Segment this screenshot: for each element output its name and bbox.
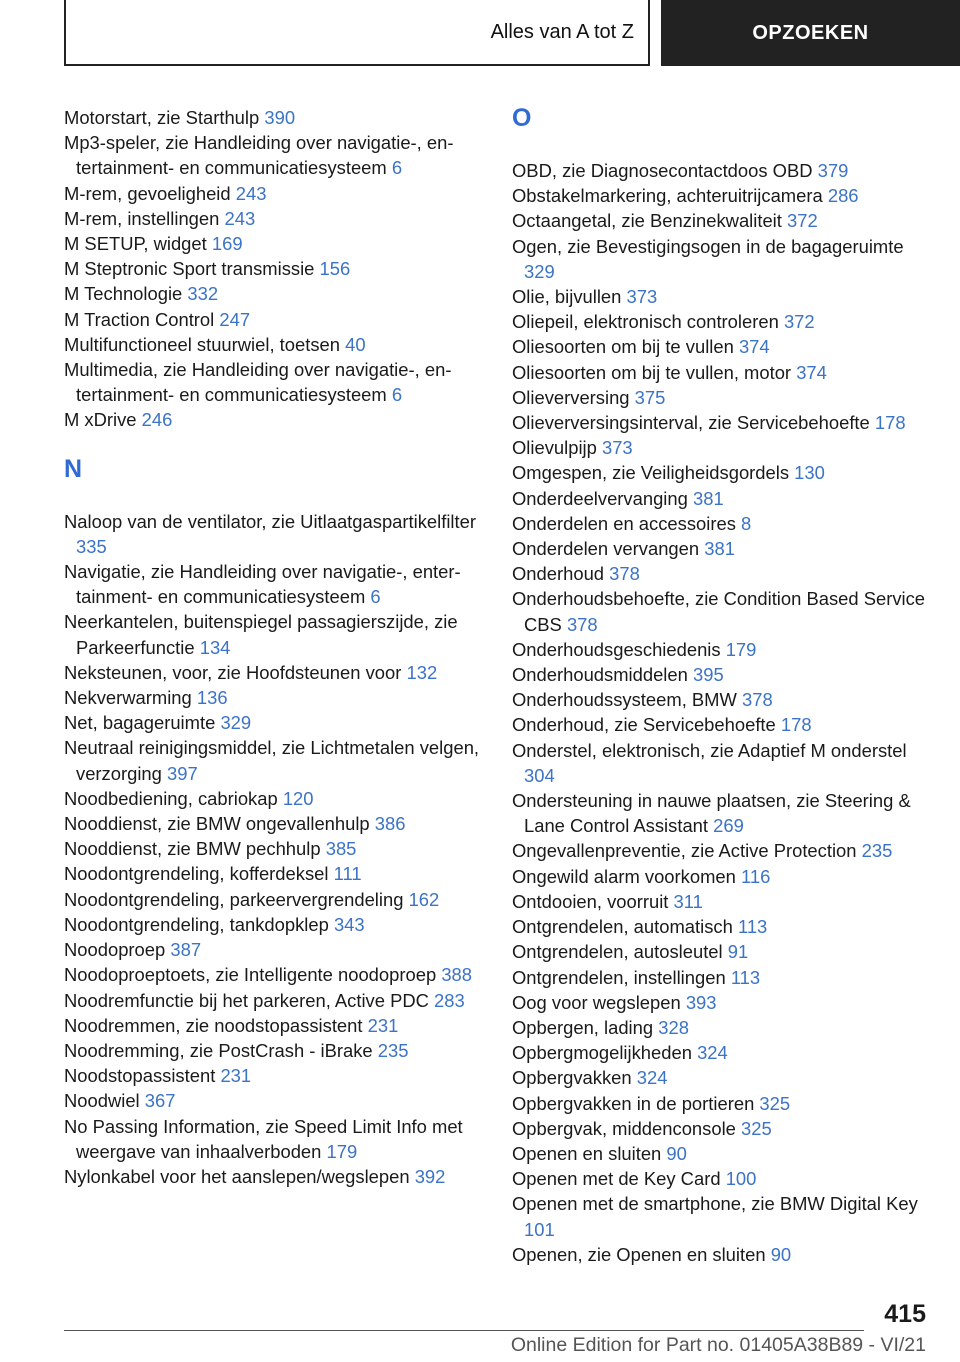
index-entry [512, 435, 932, 460]
index-column-left [64, 105, 480, 1189]
index-entry [64, 1088, 480, 1113]
index-entry [512, 889, 932, 914]
page-reference-link[interactable]: 179 [725, 638, 757, 660]
page-reference-link[interactable]: 134 [199, 636, 231, 658]
index-entry-text: Ongewild alarm voorkomen [512, 865, 736, 887]
index-entry-text: Onderdelen en accessoires [512, 512, 736, 534]
index-entry-text: Onderhoudssysteem, BMW [512, 689, 737, 711]
index-entry [512, 234, 932, 284]
index-entry [64, 962, 480, 987]
index-entry [512, 687, 932, 712]
index-entry-text: Oliesoorten om bij te vullen, motor [512, 361, 792, 383]
index-entry-text: Openen met de Key Card [512, 1168, 721, 1190]
index-entry-text: OBD, zie Diagnosecontactdoos OBD [512, 160, 813, 181]
page-reference-link[interactable]: 100 [725, 1168, 757, 1190]
index-entry-text: M Steptronic Sport transmissie [64, 258, 315, 280]
index-entry [512, 1116, 932, 1141]
index-entry-text: M xDrive [64, 409, 137, 431]
page-reference-link[interactable]: 136 [196, 687, 228, 709]
index-entry-text: No Passing Information, zie Speed Limit Info met weergave van inhaalverboden [64, 1115, 463, 1162]
index-entry [512, 586, 932, 636]
page-reference-link[interactable]: 375 [634, 386, 666, 408]
page-reference-link[interactable]: 6 [391, 384, 403, 406]
index-entry [512, 536, 932, 561]
index-entry [512, 486, 932, 511]
index-entry-text: Olieverversing [512, 386, 630, 408]
page-reference-link[interactable]: 386 [374, 813, 406, 835]
index-entry-text: Oliepeil, elektronisch controleren [512, 311, 779, 333]
index-entry [64, 307, 480, 332]
index-entry [512, 712, 932, 737]
page-number: 415 [884, 1300, 926, 1328]
index-entry-text: Ontgrendelen, automatisch [512, 916, 733, 938]
index-entry-text: Opbergen, lading [512, 1016, 654, 1038]
page-reference-link[interactable]: 397 [167, 762, 198, 784]
index-entry [512, 385, 932, 410]
section-title: Alles van A tot Z [490, 20, 634, 43]
opzoeken-button[interactable]: OPZOEKEN [661, 0, 960, 66]
page-reference-link[interactable]: 390 [264, 107, 296, 128]
index-entry-text: M SETUP, widget [64, 233, 207, 255]
index-column-right [512, 105, 932, 1267]
index-entry-text: Omgespen, zie Veiligheidsgordels [512, 462, 790, 484]
index-entry [64, 181, 480, 206]
index-entry [512, 662, 932, 687]
index-entry [64, 407, 480, 432]
page-reference-link[interactable]: 235 [377, 1039, 409, 1061]
page-reference-link[interactable]: 304 [524, 764, 555, 786]
index-entry-text: Net, bagageruimte [64, 712, 216, 734]
page-reference-link[interactable]: 379 [817, 160, 849, 181]
page-reference-link[interactable]: 178 [780, 714, 812, 736]
index-entry [512, 1091, 932, 1116]
index-entry-text: Onderhoudsbehoefte, zie Condition Based Service CBS [512, 588, 926, 635]
footer-divider [64, 1330, 864, 1331]
index-entry-text: Opbergmogelijkheden [512, 1042, 692, 1064]
index-entry-text: Onderstel, elektronisch, zie Adaptief M onderstel [512, 739, 907, 761]
index-entry-text: Neksteunen, voor, zie Hoofdsteunen voor [64, 661, 402, 683]
index-entry-text: Noodontgrendeling, tankdopklep [64, 913, 329, 935]
index-entry [512, 208, 932, 233]
page-reference-link[interactable]: 90 [666, 1142, 687, 1164]
index-entry [512, 334, 932, 359]
page-reference-link[interactable]: 381 [692, 487, 724, 509]
index-entry-text: Noodoproep [64, 939, 166, 961]
index-entry [512, 309, 932, 334]
index-entry-text: M-rem, instellingen [64, 207, 220, 229]
page-reference-link[interactable]: 169 [211, 233, 243, 255]
index-entry [64, 1164, 480, 1189]
index-entry [64, 988, 480, 1013]
page-reference-link[interactable]: 395 [692, 664, 724, 686]
index-entry [64, 685, 480, 710]
page-reference-link[interactable]: 113 [730, 966, 761, 988]
index-entry-text: Motorstart, zie Starthulp [64, 107, 260, 128]
index-entry [64, 811, 480, 836]
index-entry-text: Noodremming, zie PostCrash - iBrake [64, 1039, 373, 1061]
page-reference-link[interactable]: 8 [741, 512, 752, 534]
index-entry [64, 786, 480, 811]
index-entry [512, 838, 932, 863]
index-entry-text: Noodremmen, zie noodstopassistent [64, 1014, 363, 1036]
index-entry-text: Noodontgrendeling, parkeervergrendeling [64, 888, 404, 910]
page-reference-link[interactable]: 372 [783, 311, 815, 333]
index-entry [64, 105, 480, 130]
index-entry-text: Noodbediening, cabriokap [64, 787, 278, 809]
page-reference-link[interactable]: 283 [434, 989, 465, 1011]
index-entry-text: Olievulpijp [512, 437, 597, 459]
page-reference-link[interactable]: 329 [220, 712, 252, 734]
page-reference-link[interactable]: 324 [697, 1042, 728, 1064]
page-reference-link[interactable]: 243 [224, 207, 256, 229]
index-entry [64, 1063, 480, 1088]
index-entry [64, 357, 480, 407]
index-entry [512, 965, 932, 990]
index-entry [512, 738, 932, 788]
page-reference-link[interactable]: 178 [874, 412, 906, 434]
index-entry-text: Noodoproeptoets, zie Intelligente noodoproep [64, 964, 437, 986]
index-entry [512, 864, 932, 889]
index-entry-text: Onderhoudsmiddelen [512, 664, 688, 686]
index-entry-text: Ondersteuning in nauwe plaatsen, zie Steering & Lane Control Assistant [512, 790, 911, 837]
index-entry [512, 410, 932, 435]
index-entry-text: Navigatie, zie Handleiding over navigatie-, entertainment- en communicatiesysteem [64, 561, 461, 608]
page-reference-link[interactable]: 231 [220, 1065, 252, 1087]
page-reference-link[interactable]: 373 [626, 286, 658, 308]
index-entry-text: Ontgrendelen, autosleutel [512, 941, 723, 963]
page-reference-link[interactable]: 90 [770, 1243, 792, 1265]
section-title-tab [64, 0, 650, 66]
page-reference-link[interactable]: 324 [636, 1067, 668, 1089]
page-reference-link[interactable]: 40 [345, 333, 366, 355]
page-reference-link[interactable]: 374 [738, 336, 770, 358]
index-entry [512, 788, 932, 838]
page-reference-link[interactable]: 179 [326, 1140, 358, 1162]
index-entry [512, 284, 932, 309]
index-entry [64, 887, 480, 912]
page-reference-link[interactable]: 243 [235, 182, 267, 204]
index-entry [64, 130, 480, 180]
page-reference-link[interactable]: 378 [741, 689, 773, 711]
index-entry [512, 158, 932, 183]
index-entry [512, 1166, 932, 1191]
page-reference-link[interactable]: 101 [524, 1218, 555, 1240]
index-entry [64, 937, 480, 962]
index-entry [512, 914, 932, 939]
index-entry [64, 231, 480, 256]
index-entry-text: Onderhoud [512, 563, 605, 585]
page-reference-link[interactable]: 6 [391, 157, 403, 179]
page-reference-link[interactable]: 231 [367, 1014, 399, 1036]
page-reference-link[interactable]: 329 [524, 260, 555, 282]
page-reference-link[interactable]: 162 [408, 888, 440, 910]
index-letter-heading: N [64, 454, 83, 483]
index-entry-text: Nekverwarming [64, 687, 192, 709]
page-reference-link[interactable]: 120 [282, 787, 314, 809]
index-entry-text: Olie, bijvullen [512, 286, 622, 308]
index-entry-text: Ogen, zie Bevestigingsogen in de bagageruimte [512, 235, 904, 257]
page-reference-link[interactable]: 378 [609, 563, 640, 585]
page-reference-link[interactable]: 367 [144, 1090, 176, 1112]
page-reference-link[interactable]: 378 [566, 613, 598, 635]
index-entry-text: Neerkantelen, buitenspiegel passagierszijde, zie Parkeerfunctie [64, 611, 458, 658]
index-entry-text: Onderdeelvervanging [512, 487, 688, 509]
index-entry-text: M-rem, gevoeligheid [64, 182, 231, 204]
page-reference-link[interactable]: 332 [187, 283, 219, 305]
page-reference-link[interactable]: 325 [759, 1092, 791, 1114]
index-entry [64, 206, 480, 231]
index-entry-text: Openen, zie Openen en sluiten [512, 1243, 766, 1265]
index-entry-text: Noodremfunctie bij het parkeren, Active PDC [64, 989, 429, 1011]
index-entry [512, 1191, 932, 1241]
index-entry [64, 281, 480, 306]
index-letter-heading: O [512, 104, 532, 132]
index-entry [64, 256, 480, 281]
page-reference-link[interactable]: 132 [406, 661, 438, 683]
page-reference-link[interactable]: 392 [414, 1165, 446, 1187]
index-entry-text: M Technologie [64, 283, 183, 305]
index-entry-text: Onderdelen vervangen [512, 538, 700, 560]
page-reference-link[interactable]: 6 [370, 586, 381, 608]
page-reference-link[interactable]: 387 [170, 939, 202, 961]
page-reference-link[interactable]: 372 [787, 210, 818, 232]
index-entry-text: M Traction Control [64, 308, 215, 330]
index-entry-text: Openen en sluiten [512, 1142, 662, 1164]
page-reference-link[interactable]: 116 [740, 865, 771, 887]
index-entry [512, 460, 932, 485]
index-entry [64, 332, 480, 357]
index-entry-text: Mp3-speler, zie Handleiding over navigatie-, entertainment- en communicatiesysteem [64, 132, 454, 179]
page-reference-link[interactable]: 328 [658, 1016, 689, 1038]
index-entry [512, 360, 932, 385]
page-reference-link[interactable]: 381 [704, 538, 735, 560]
index-entry [512, 183, 932, 208]
index-entry-text: Multimedia, zie Handleiding over navigatie-, entertainment- en communicatiesysteem [64, 359, 452, 406]
index-entry [512, 1141, 932, 1166]
index-entry [64, 861, 480, 886]
index-entry-text: Ongevallenpreventie, zie Active Protection [512, 840, 857, 862]
page-reference-link[interactable]: 311 [673, 890, 703, 912]
index-entry-text: Opbergvak, middenconsole [512, 1117, 736, 1139]
page-reference-link[interactable]: 373 [601, 437, 633, 459]
page-header [0, 0, 960, 66]
index-entry [512, 637, 932, 662]
index-entry-text: Oog voor wegslepen [512, 991, 681, 1013]
index-entry [512, 1242, 932, 1267]
index-entry [512, 1015, 932, 1040]
page-reference-link[interactable]: 130 [794, 462, 825, 484]
page-reference-link[interactable]: 388 [441, 964, 472, 986]
page-reference-link[interactable]: 111 [333, 863, 362, 885]
index-entry [512, 1040, 932, 1065]
page-reference-link[interactable]: 385 [325, 838, 357, 860]
footer-edition: Online Edition for Part no. 01405A38B89 - VI/21 [510, 1334, 926, 1356]
index-entry-text: Naloop van de ventilator, zie Uitlaatgaspartikelfilter [64, 510, 476, 532]
page-reference-link[interactable]: 325 [741, 1117, 772, 1139]
index-entry [64, 1013, 480, 1038]
index-entry-text: Nooddienst, zie BMW pechhulp [64, 838, 321, 860]
page-reference-link[interactable]: 235 [861, 840, 893, 862]
page-reference-link[interactable]: 91 [727, 941, 749, 963]
index-entry-text: Olieverversingsinterval, zie Servicebehoefte [512, 412, 870, 434]
index-entry [64, 836, 480, 861]
index-entry-text: Opbergvakken in de portieren [512, 1092, 755, 1114]
index-entry-text: Nooddienst, zie BMW ongevallenhulp [64, 813, 370, 835]
index-entry-text: Ontgrendelen, instellingen [512, 966, 726, 988]
page-reference-link[interactable]: 374 [796, 361, 827, 383]
index-entry-text: Neutraal reinigingsmiddel, zie Lichtmetalen velgen, verzorging [64, 737, 480, 784]
page-reference-link[interactable]: 269 [713, 815, 744, 837]
index-entry-text: Ontdooien, voorruit [512, 890, 669, 912]
index-entry [64, 1038, 480, 1063]
index-entry-text: Noodontgrendeling, kofferdeksel [64, 863, 329, 885]
index-entry-text: Obstakelmarkering, achteruitrijcamera [512, 185, 823, 207]
index-entry-text: Onderhoud, zie Servicebehoefte [512, 714, 776, 736]
index-entry [512, 561, 932, 586]
index-entry [64, 509, 480, 559]
index-entry [512, 1065, 932, 1090]
index-entry [64, 660, 480, 685]
index-entry-text: Openen met de smartphone, zie BMW Digital Key [512, 1193, 918, 1215]
index-entry [64, 1114, 480, 1164]
page-reference-link[interactable]: 156 [319, 258, 351, 280]
index-entry [64, 609, 480, 659]
index-entry-text: Multifunctioneel stuurwiel, toetsen [64, 333, 341, 355]
index-entry [64, 559, 480, 609]
index-entry-text: Opbergvakken [512, 1067, 632, 1089]
page-reference-link[interactable]: 343 [333, 913, 365, 935]
page-reference-link[interactable]: 247 [219, 308, 251, 330]
page-reference-link[interactable]: 113 [737, 916, 768, 938]
index-entry [512, 990, 932, 1015]
index-entry-text: Oliesoorten om bij te vullen [512, 336, 734, 358]
index-entry [512, 939, 932, 964]
index-entry-text: Nylonkabel voor het aanslepen/wegslepen [64, 1165, 410, 1187]
index-entry-text: Onderhoudsgeschiedenis [512, 638, 721, 660]
index-entry [64, 710, 480, 735]
page-reference-link[interactable]: 246 [141, 409, 173, 431]
index-entry-text: Noodstopassistent [64, 1065, 216, 1087]
index-entry-text: Octaangetal, zie Benzinekwaliteit [512, 210, 782, 232]
index-entry-text: Noodwiel [64, 1090, 140, 1112]
index-entry [64, 735, 480, 785]
page-reference-link[interactable]: 393 [685, 991, 717, 1013]
page-reference-link[interactable]: 286 [827, 185, 859, 207]
index-entry [512, 511, 932, 536]
page-reference-link[interactable]: 335 [76, 535, 107, 557]
index-entry [64, 912, 480, 937]
